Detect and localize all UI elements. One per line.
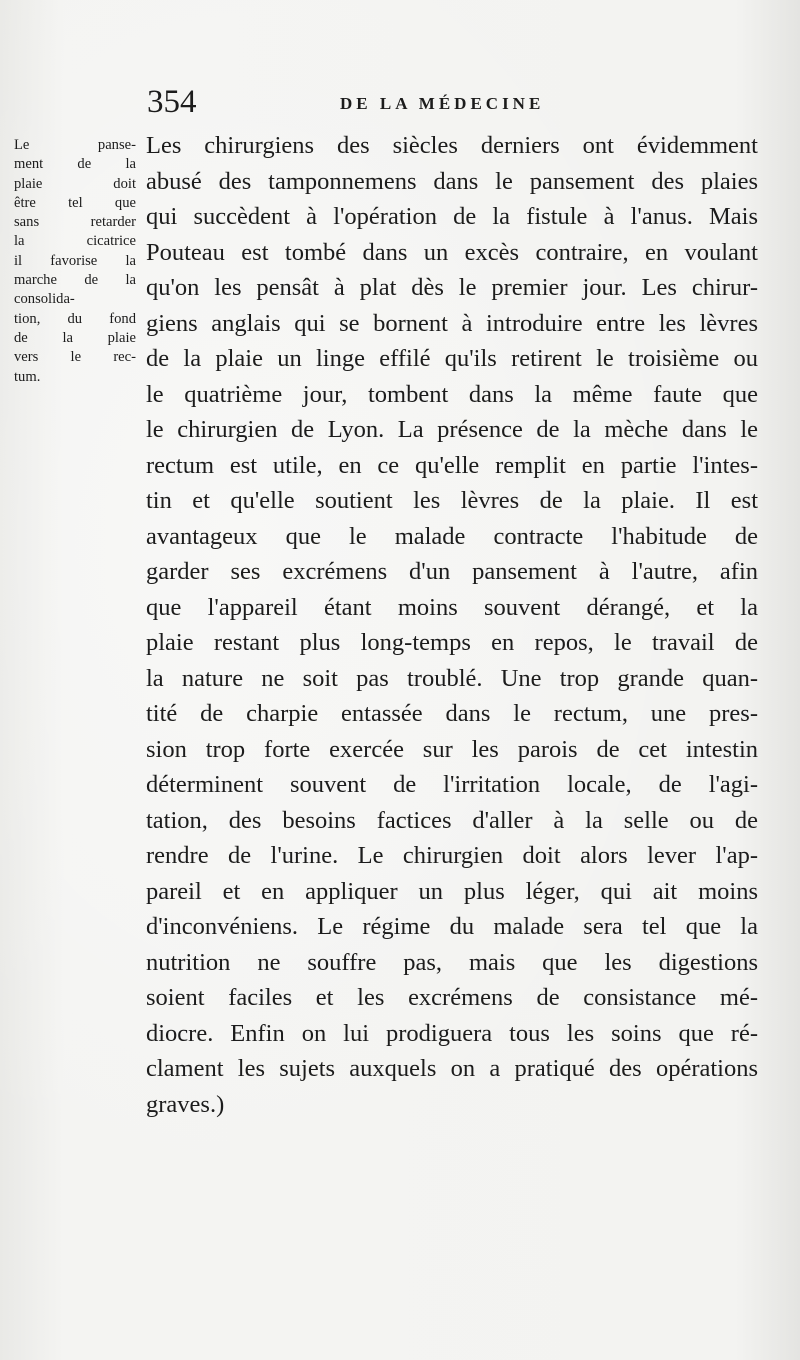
text-line: garder ses excrémens d'un pansement à l'autre, afin <box>146 558 758 585</box>
text-line: la nature ne soit pas troublé. Une trop grande quan- <box>146 664 758 692</box>
page-number: 354 <box>147 84 197 120</box>
margin-note-line: consolida- <box>14 291 75 308</box>
text-line: nutrition ne souffre pas, mais que les digestions <box>146 948 758 976</box>
text-line: qu'on les pensât à plat dès le premier jour. Les chirur- <box>146 274 758 301</box>
margin-note-line: vers le rec- <box>14 349 136 366</box>
body-text <box>146 128 758 1122</box>
margin-note-line: il favorise la <box>14 252 136 269</box>
margin-note-line: la cicatrice <box>14 233 136 250</box>
margin-note-line: sans retarder <box>14 214 136 231</box>
text-line: le chirurgien de Lyon. La présence de la mèche dans le <box>146 416 758 443</box>
text-line: rendre de l'urine. Le chirurgien doit alors lever l'ap- <box>146 842 758 869</box>
text-line: le quatrième jour, tombent dans la même faute que <box>146 380 758 408</box>
margin-note-line: tum. <box>14 368 41 385</box>
text-line: déterminent souvent de l'irritation locale, de l'agi- <box>146 771 758 798</box>
text-line: pareil et en appliquer un plus léger, qui ait moins <box>146 877 758 905</box>
text-line: tation, des besoins factices d'aller à la selle ou de <box>146 806 758 834</box>
text-line: tin et qu'elle soutient les lèvres de la plaie. Il est <box>146 487 758 514</box>
margin-note-line: tion, du fond <box>14 310 136 327</box>
text-line: plaie restant plus long-temps en repos, le travail de <box>146 629 758 656</box>
margin-note-line: marche de la <box>14 272 136 289</box>
text-line: que l'appareil étant moins souvent dérangé, et la <box>146 593 758 621</box>
margin-note-line: ment de la <box>14 156 136 173</box>
margin-note-line: Le panse- <box>14 137 136 153</box>
margin-note-line: être tel que <box>14 194 136 211</box>
text-line: diocre. Enfin on lui prodiguera tous les soins que ré- <box>146 1019 758 1047</box>
text-line: soient faciles et les excrémens de consistance mé- <box>146 984 758 1011</box>
text-line: giens anglais qui se bornent à introduire entre les lèvres <box>146 309 758 337</box>
margin-note-line: de la plaie <box>14 329 136 346</box>
text-line: tité de charpie entassée dans le rectum, une pres- <box>146 700 758 727</box>
text-line: d'inconvéniens. Le régime du malade sera tel que la <box>146 913 758 940</box>
running-head: DE LA MÉDECINE <box>340 94 545 113</box>
text-line: de la plaie un linge effilé qu'ils retirent le troisième ou <box>146 345 758 372</box>
page-header <box>0 78 800 128</box>
marginal-note <box>14 136 136 387</box>
text-line: clament les sujets auxquels on a pratiqué des opérations <box>146 1055 758 1082</box>
text-line: sion trop forte exercée sur les parois de cet intestin <box>146 735 758 763</box>
margin-note-line: plaie doit <box>14 175 136 192</box>
text-line: avantageux que le malade contracte l'habitude de <box>146 522 758 550</box>
text-line: qui succèdent à l'opération de la fistule à l'anus. Mais <box>146 203 758 230</box>
text-line: rectum est utile, en ce qu'elle remplit en partie l'intes- <box>146 451 758 479</box>
text-line: graves.) <box>146 1090 225 1118</box>
text-line: Pouteau est tombé dans un excès contraire, en voulant <box>146 238 758 266</box>
text-line: Les chirurgiens des siècles derniers ont évidemment <box>146 132 758 159</box>
text-line: abusé des tamponnemens dans le pansement des plaies <box>146 167 758 195</box>
